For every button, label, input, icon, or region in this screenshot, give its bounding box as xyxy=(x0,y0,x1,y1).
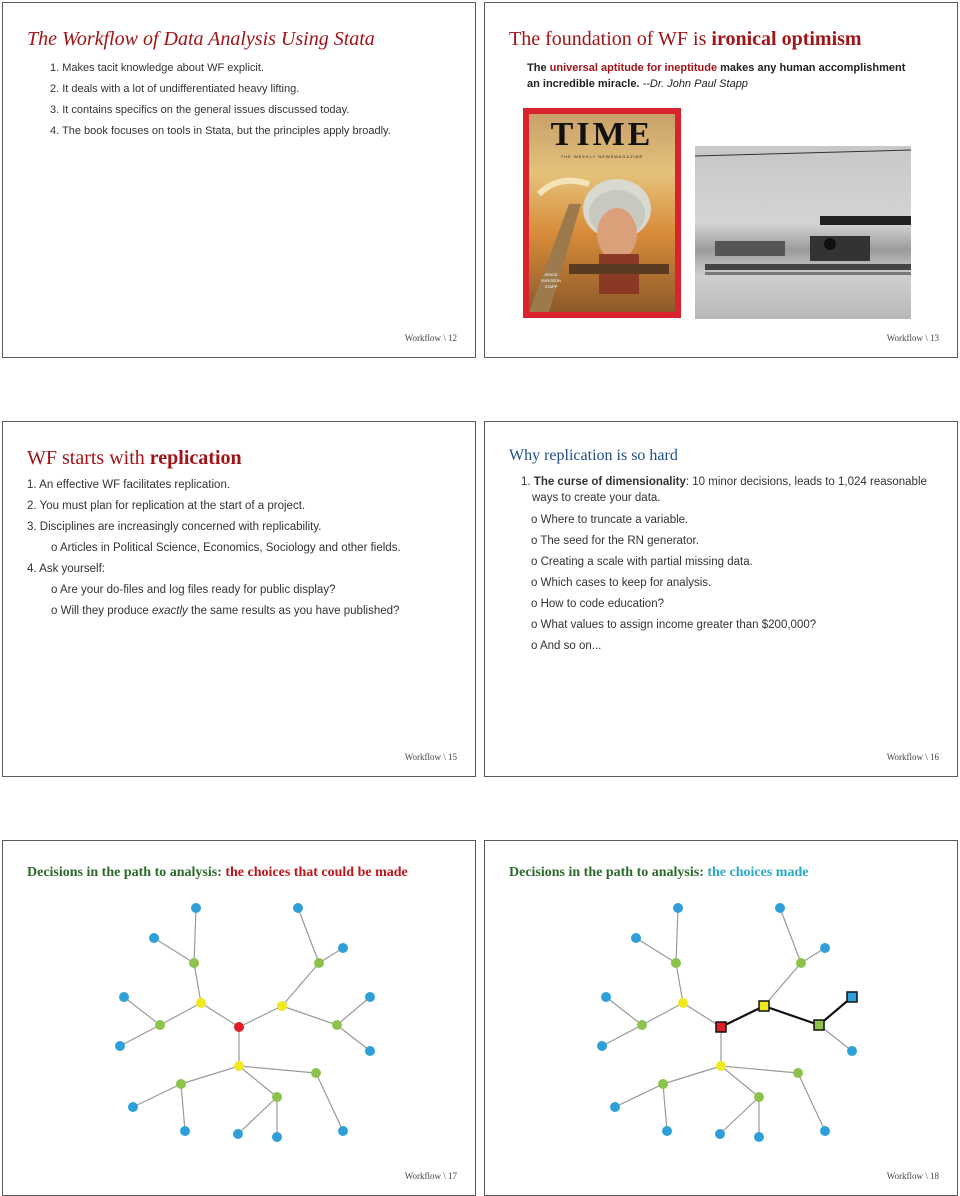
slide-13 xyxy=(484,2,958,358)
quote-highlight: universal aptitude for ineptitude xyxy=(549,62,718,74)
text: 1. xyxy=(521,476,534,488)
list-subitem: o Creating a scale with partial missing data. xyxy=(531,556,753,568)
title-text: Decisions in the path to analysis: xyxy=(509,865,708,880)
tree-node xyxy=(715,1129,725,1139)
list-item: 3. It contains specifics on the general issues discussed today. xyxy=(50,104,350,116)
list-subitem: o The seed for the RN generator. xyxy=(531,535,699,547)
chosen-path-edge xyxy=(721,1006,764,1027)
list-item: 2. It deals with a lot of undifferentiated heavy lifting. xyxy=(50,83,300,95)
tree-node xyxy=(234,1022,244,1032)
tree-edge xyxy=(337,997,370,1025)
tree-edge xyxy=(239,1066,316,1073)
tree-node xyxy=(754,1092,764,1102)
tree-edge xyxy=(780,908,801,963)
list-subitem: o What values to assign income greater than $200,000? xyxy=(531,619,817,631)
tree-edge xyxy=(239,1006,282,1027)
tree-node xyxy=(119,992,129,1002)
magazine-title: TIME xyxy=(550,116,654,153)
tree-edge xyxy=(316,1073,343,1131)
text: the same results as you have published? xyxy=(187,605,400,617)
tree-edge xyxy=(154,938,194,963)
title-highlight: the choices made xyxy=(707,865,809,880)
tree-node xyxy=(338,1126,348,1136)
tree-edge xyxy=(181,1084,185,1131)
tree-edge xyxy=(298,908,319,963)
sled-illustration xyxy=(695,146,911,319)
quote-text: makes any human accomplishment xyxy=(717,62,906,74)
chosen-path-edge xyxy=(764,1006,819,1025)
tree-node xyxy=(189,958,199,968)
tree-node xyxy=(338,943,348,953)
chosen-node xyxy=(847,992,857,1002)
list-subitem: o Which cases to keep for analysis. xyxy=(531,577,712,589)
tree-node xyxy=(272,1132,282,1142)
tree-edge xyxy=(282,1006,337,1025)
chosen-node xyxy=(814,1020,824,1030)
list-item-continued: ways to create your data. xyxy=(532,492,661,504)
tree-edge xyxy=(606,997,642,1025)
slide-footer: Workflow \ 18 xyxy=(886,1171,939,1181)
tree-node xyxy=(662,1126,672,1136)
tree-edge xyxy=(721,1066,759,1097)
tree-edge xyxy=(120,1025,160,1046)
tree-node xyxy=(754,1132,764,1142)
title-text: Decisions in the path to analysis: xyxy=(27,865,226,880)
slide-list xyxy=(521,474,927,657)
list-subitem: o Where to truncate a variable. xyxy=(531,514,689,526)
tree-node xyxy=(314,958,324,968)
rocket-sled-photo xyxy=(695,146,911,319)
tree-edge xyxy=(337,1025,370,1051)
list-item xyxy=(521,474,927,490)
tree-edge xyxy=(282,963,319,1006)
tree-node xyxy=(820,1126,830,1136)
tree-edge xyxy=(602,1025,642,1046)
tree-node xyxy=(847,1046,857,1056)
tree-node xyxy=(796,958,806,968)
tree-edge xyxy=(676,908,678,963)
slide-17 xyxy=(2,840,476,1196)
slide-15 xyxy=(2,421,476,777)
tree-node xyxy=(128,1102,138,1112)
tree-node xyxy=(597,1041,607,1051)
slide-18 xyxy=(484,840,958,1196)
tree-node xyxy=(191,903,201,913)
tree-node xyxy=(176,1079,186,1089)
slide-title: Why replication is so hard xyxy=(509,447,678,464)
tree-edge xyxy=(239,1066,277,1097)
tree-edge xyxy=(160,1003,201,1025)
slide-footer: Workflow \ 17 xyxy=(404,1171,457,1181)
slide-title xyxy=(509,28,862,51)
list-item: 3. Disciplines are increasingly concerned with replicability. xyxy=(27,521,322,533)
list-subitem xyxy=(27,601,401,622)
tree-node xyxy=(277,1001,287,1011)
tree-node xyxy=(610,1102,620,1112)
tree-edge xyxy=(238,1097,277,1134)
text: : 10 minor decisions, leads to 1,024 reasonable xyxy=(685,476,927,488)
tree-node xyxy=(793,1068,803,1078)
tree-edge xyxy=(720,1097,759,1134)
chosen-node xyxy=(759,1001,769,1011)
decision-tree xyxy=(3,841,476,1196)
magazine-subtitle: THE WEEKLY NEWSMAGAZINE xyxy=(560,154,644,159)
tree-node xyxy=(272,1092,282,1102)
slide-title xyxy=(27,447,242,470)
bold-text: The curse of dimensionality xyxy=(533,476,686,488)
list-item: 4. Ask yourself: xyxy=(27,563,105,575)
tree-edge xyxy=(636,938,676,963)
tree-node xyxy=(637,1020,647,1030)
list-subitem: o How to code education? xyxy=(531,598,664,610)
tree-edge xyxy=(721,1066,798,1073)
tree-node xyxy=(196,998,206,1008)
tree-node xyxy=(601,992,611,1002)
slide-title: The Workflow of Data Analysis Using Stata xyxy=(27,28,375,50)
list-subitem: o And so on... xyxy=(531,640,602,652)
tree-edge xyxy=(194,908,196,963)
tree-node xyxy=(365,1046,375,1056)
slide-12 xyxy=(2,2,476,358)
quote-text: The xyxy=(527,62,550,74)
quote xyxy=(527,60,905,92)
tree-edge xyxy=(181,1066,239,1084)
quote-text: an incredible miracle. xyxy=(527,78,643,90)
tree-node xyxy=(678,998,688,1008)
tree-edge xyxy=(201,1003,239,1027)
slide-footer: Workflow \ 15 xyxy=(404,752,457,762)
decision-tree xyxy=(485,841,958,1196)
slide-footer: Workflow \ 13 xyxy=(886,333,939,343)
title-bold: ironical optimism xyxy=(711,28,862,50)
tree-node xyxy=(673,903,683,913)
tree-edge xyxy=(798,1073,825,1131)
tree-edge xyxy=(124,997,160,1025)
tree-node xyxy=(311,1068,321,1078)
slide-list xyxy=(50,58,391,142)
title-text: WF starts with xyxy=(27,447,150,469)
tree-node xyxy=(365,992,375,1002)
tree-node xyxy=(775,903,785,913)
emphasis: exactly xyxy=(152,605,188,617)
list-item: 1. An effective WF facilitates replication. xyxy=(27,479,231,491)
tree-edge xyxy=(642,1003,683,1025)
magazine-caption: SPACE SURGEON STAPP xyxy=(540,272,562,289)
tree-node xyxy=(820,943,830,953)
tree-node xyxy=(234,1061,244,1071)
tree-edge xyxy=(194,963,201,1003)
title-highlight: the choices that could be made xyxy=(225,865,408,880)
slide-list xyxy=(27,475,401,622)
slide-16 xyxy=(484,421,958,777)
quote-attribution: --Dr. John Paul Stapp xyxy=(642,78,748,90)
tree-node xyxy=(155,1020,165,1030)
list-subitem: o Are your do-files and log files ready for public display? xyxy=(51,584,336,596)
tree-edge xyxy=(663,1084,667,1131)
list-item: 2. You must plan for replication at the start of a project. xyxy=(27,500,306,512)
tree-edge xyxy=(615,1084,663,1107)
tree-node xyxy=(115,1041,125,1051)
tree-edge xyxy=(663,1066,721,1084)
tree-node xyxy=(180,1126,190,1136)
list-subitem: o Articles in Political Science, Economics, Sociology and other fields. xyxy=(51,542,401,554)
text: o Will they produce xyxy=(51,605,152,617)
tree-node xyxy=(658,1079,668,1089)
slide-footer: Workflow \ 12 xyxy=(404,333,457,343)
time-cover-image xyxy=(523,108,681,318)
slide-footer: Workflow \ 16 xyxy=(886,752,939,762)
chosen-node xyxy=(716,1022,726,1032)
tree-edge xyxy=(676,963,683,1003)
title-bold: replication xyxy=(149,447,242,469)
tree-node xyxy=(716,1061,726,1071)
tree-node xyxy=(332,1020,342,1030)
tree-edge xyxy=(133,1084,181,1107)
tree-node xyxy=(293,903,303,913)
title-text: The foundation of WF is xyxy=(509,28,712,50)
list-item: 4. The book focuses on tools in Stata, but the principles apply broadly. xyxy=(50,125,391,137)
list-item: 1. Makes tacit knowledge about WF explicit. xyxy=(50,62,264,74)
tree-node xyxy=(233,1129,243,1139)
tree-node xyxy=(631,933,641,943)
tree-edge xyxy=(764,963,801,1006)
tree-node xyxy=(671,958,681,968)
tree-node xyxy=(149,933,159,943)
